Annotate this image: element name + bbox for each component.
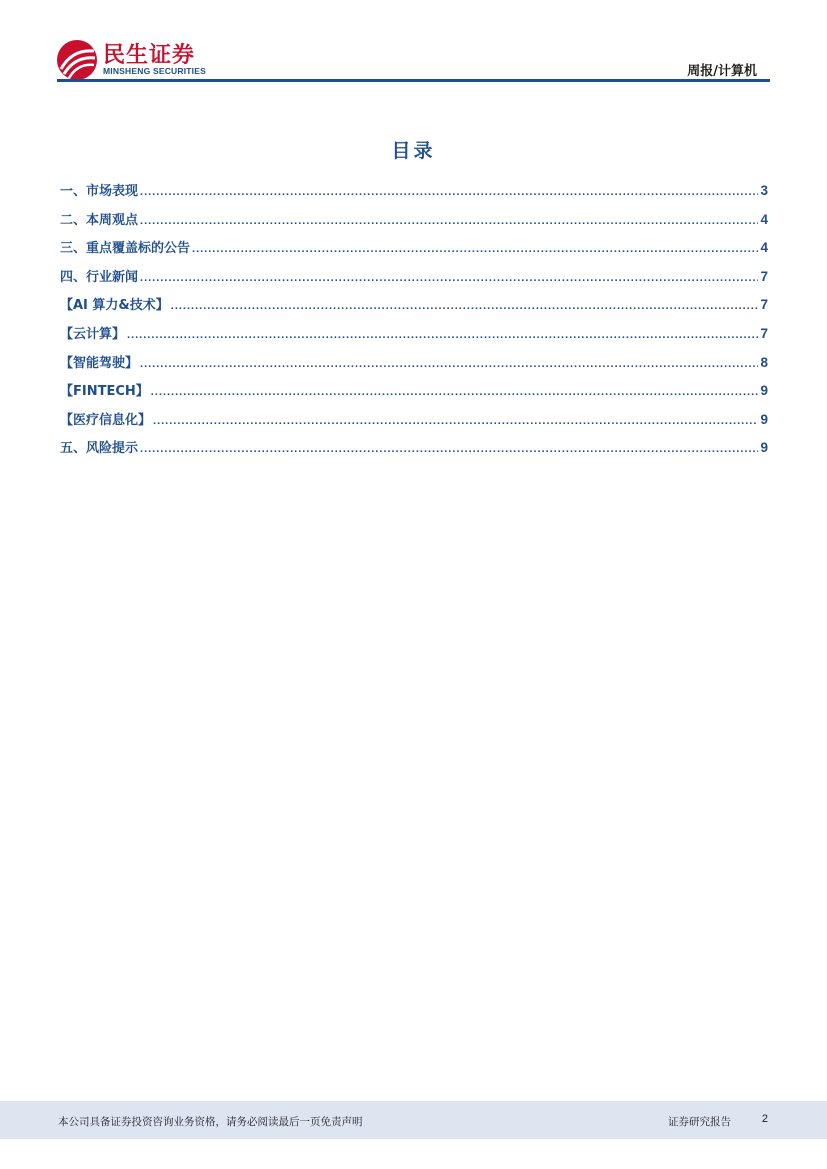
toc-entry-page: 8 <box>760 354 768 370</box>
toc-entry-page: 9 <box>760 411 768 427</box>
toc-entry-page: 4 <box>760 211 768 227</box>
logo-english-name: MINSHENG SECURITIES <box>103 66 206 76</box>
toc-title: 目录 <box>391 140 436 162</box>
table-of-contents <box>60 180 768 466</box>
toc-entry[interactable] <box>60 266 768 295</box>
report-type: 周报/计算机 <box>687 64 757 79</box>
toc-entry[interactable] <box>60 237 768 266</box>
toc-entry-label: 四、行业新闻 <box>60 269 139 285</box>
toc-entry-page: 7 <box>760 297 768 313</box>
toc-entry[interactable] <box>60 294 768 323</box>
footer-report-label: 证券研究报告 <box>668 1116 731 1128</box>
toc-leader-dots <box>140 358 758 370</box>
minsheng-logo-icon <box>56 39 98 81</box>
toc-entry-label: 一、市场表现 <box>60 184 139 199</box>
toc-leader-dots <box>140 443 758 455</box>
logo-chinese-name: 民生证券 <box>103 43 196 68</box>
toc-entry[interactable] <box>60 409 768 438</box>
toc-leader-dots <box>151 386 759 398</box>
toc-leader-dots <box>140 272 758 284</box>
toc-entry-page: 9 <box>760 440 768 456</box>
toc-entry-page: 7 <box>760 268 768 284</box>
toc-leader-dots <box>192 243 758 255</box>
toc-leader-dots <box>171 300 759 312</box>
toc-leader-dots <box>127 329 758 341</box>
footer-disclaimer: 本公司具备证券投资咨询业务资格，请务必阅读最后一页免责声明 <box>58 1116 363 1128</box>
toc-entry[interactable] <box>60 180 768 209</box>
header-divider <box>57 79 770 82</box>
toc-entry-page: 9 <box>760 383 768 399</box>
toc-entry-page: 7 <box>760 325 768 341</box>
page-header <box>0 0 827 90</box>
toc-entry-label: 【云计算】 <box>60 326 126 342</box>
toc-entry-label: 二、本周观点 <box>60 212 139 228</box>
toc-entry-label: 三、重点覆盖标的公告 <box>60 241 191 257</box>
toc-leader-dots <box>153 415 758 427</box>
toc-entry-label: 【AI 算力&技术】 <box>60 298 169 314</box>
toc-entry-label: 【智能驾驶】 <box>60 355 139 371</box>
toc-entry[interactable] <box>60 380 768 409</box>
toc-entry-label: 五、风险提示 <box>60 441 139 457</box>
toc-entry[interactable] <box>60 209 768 238</box>
toc-entry[interactable] <box>60 323 768 352</box>
page-footer <box>0 1101 827 1139</box>
toc-leader-dots <box>140 186 758 198</box>
toc-entry-page: 3 <box>760 183 768 198</box>
toc-entry[interactable] <box>60 437 768 466</box>
toc-entry-label: 【FINTECH】 <box>60 384 149 400</box>
footer-page-number: 2 <box>761 1113 768 1125</box>
toc-entry-label: 【医疗信息化】 <box>60 412 152 428</box>
toc-leader-dots <box>140 215 758 227</box>
toc-entry[interactable] <box>60 352 768 381</box>
toc-entry-page: 4 <box>760 240 768 256</box>
